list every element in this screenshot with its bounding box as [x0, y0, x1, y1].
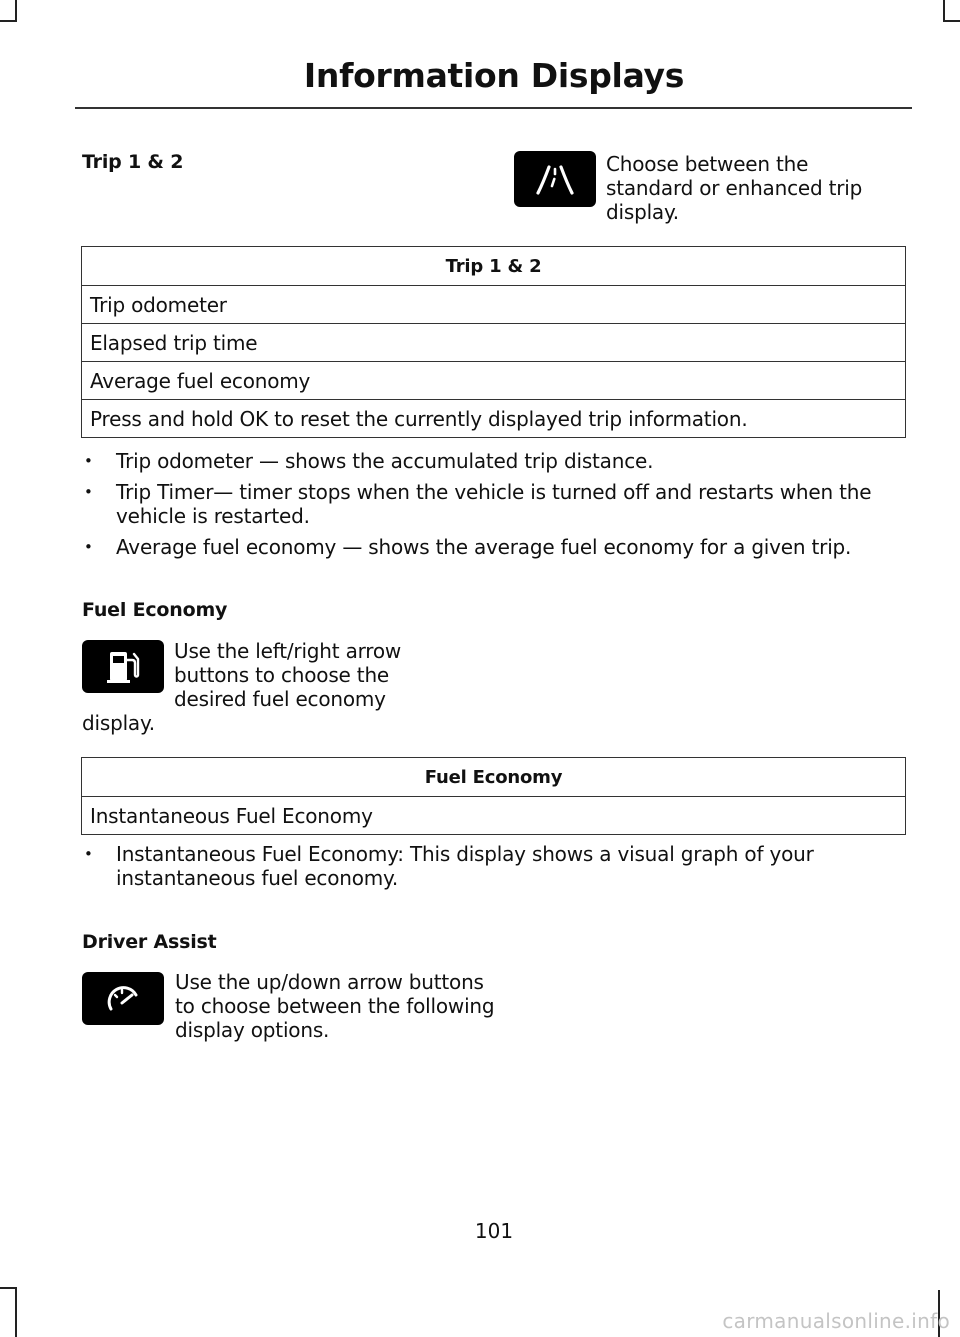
crop-mark-top-left [15, 0, 17, 22]
trip-description: Choose between the standard or enhanced trip display. [606, 152, 863, 224]
fuel-economy-table-header: Fuel Economy [82, 758, 906, 797]
table-row [82, 797, 906, 835]
table-row [82, 324, 906, 362]
trip-road-icon [514, 151, 596, 207]
text-wrap-spacer [82, 639, 174, 709]
crop-mark-top-left-h [0, 20, 17, 22]
page-title: Information Displays [303, 56, 685, 95]
table-cell: Instantaneous Fuel Economy [82, 797, 906, 835]
table-row [82, 362, 906, 400]
table-cell: Elapsed trip time [82, 324, 906, 362]
table-row [82, 286, 906, 324]
trip-table [81, 246, 906, 438]
crop-mark-bottom-left-h [0, 1287, 17, 1289]
fuel-economy-table [81, 757, 906, 835]
list-item: • Average fuel economy — shows the average fuel economy for a given trip. [82, 535, 902, 559]
table-row [82, 400, 906, 438]
trip-bullet-list [82, 449, 902, 566]
trip-heading: Trip 1 & 2 [82, 151, 184, 173]
table-cell: Average fuel economy [82, 362, 906, 400]
list-item: • Trip odometer — shows the accumulated trip distance. [82, 449, 902, 473]
fuel-economy-description [82, 639, 427, 735]
page-number: 101 [474, 1219, 514, 1243]
list-item: • Trip Timer— timer stops when the vehicle is turned off and restarts when the vehicle is restarted. [82, 480, 902, 528]
driver-assist-description: Use the up/down arrow buttons to choose between the following display options. [175, 970, 495, 1042]
driver-assist-heading: Driver Assist [82, 931, 217, 953]
fuel-economy-heading: Fuel Economy [82, 599, 228, 621]
fuel-economy-description-text: Use the left/right arrow buttons to choose the desired fuel economy display. [82, 639, 402, 735]
crop-mark-top-right [943, 0, 945, 22]
table-cell: Trip odometer [82, 286, 906, 324]
header-divider [75, 107, 912, 109]
trip-table-header: Trip 1 & 2 [82, 247, 906, 286]
speedometer-gauge-icon [82, 972, 164, 1025]
table-cell: Press and hold OK to reset the currently displayed trip information. [82, 400, 906, 438]
crop-mark-top-right-h [943, 20, 960, 22]
crop-mark-bottom-left [15, 1287, 17, 1337]
fuel-economy-bullet-list [82, 842, 902, 897]
watermark: carmanualsonline.info [722, 1309, 950, 1333]
list-item: • Instantaneous Fuel Economy: This display shows a visual graph of your instantaneous fuel economy. [82, 842, 902, 890]
